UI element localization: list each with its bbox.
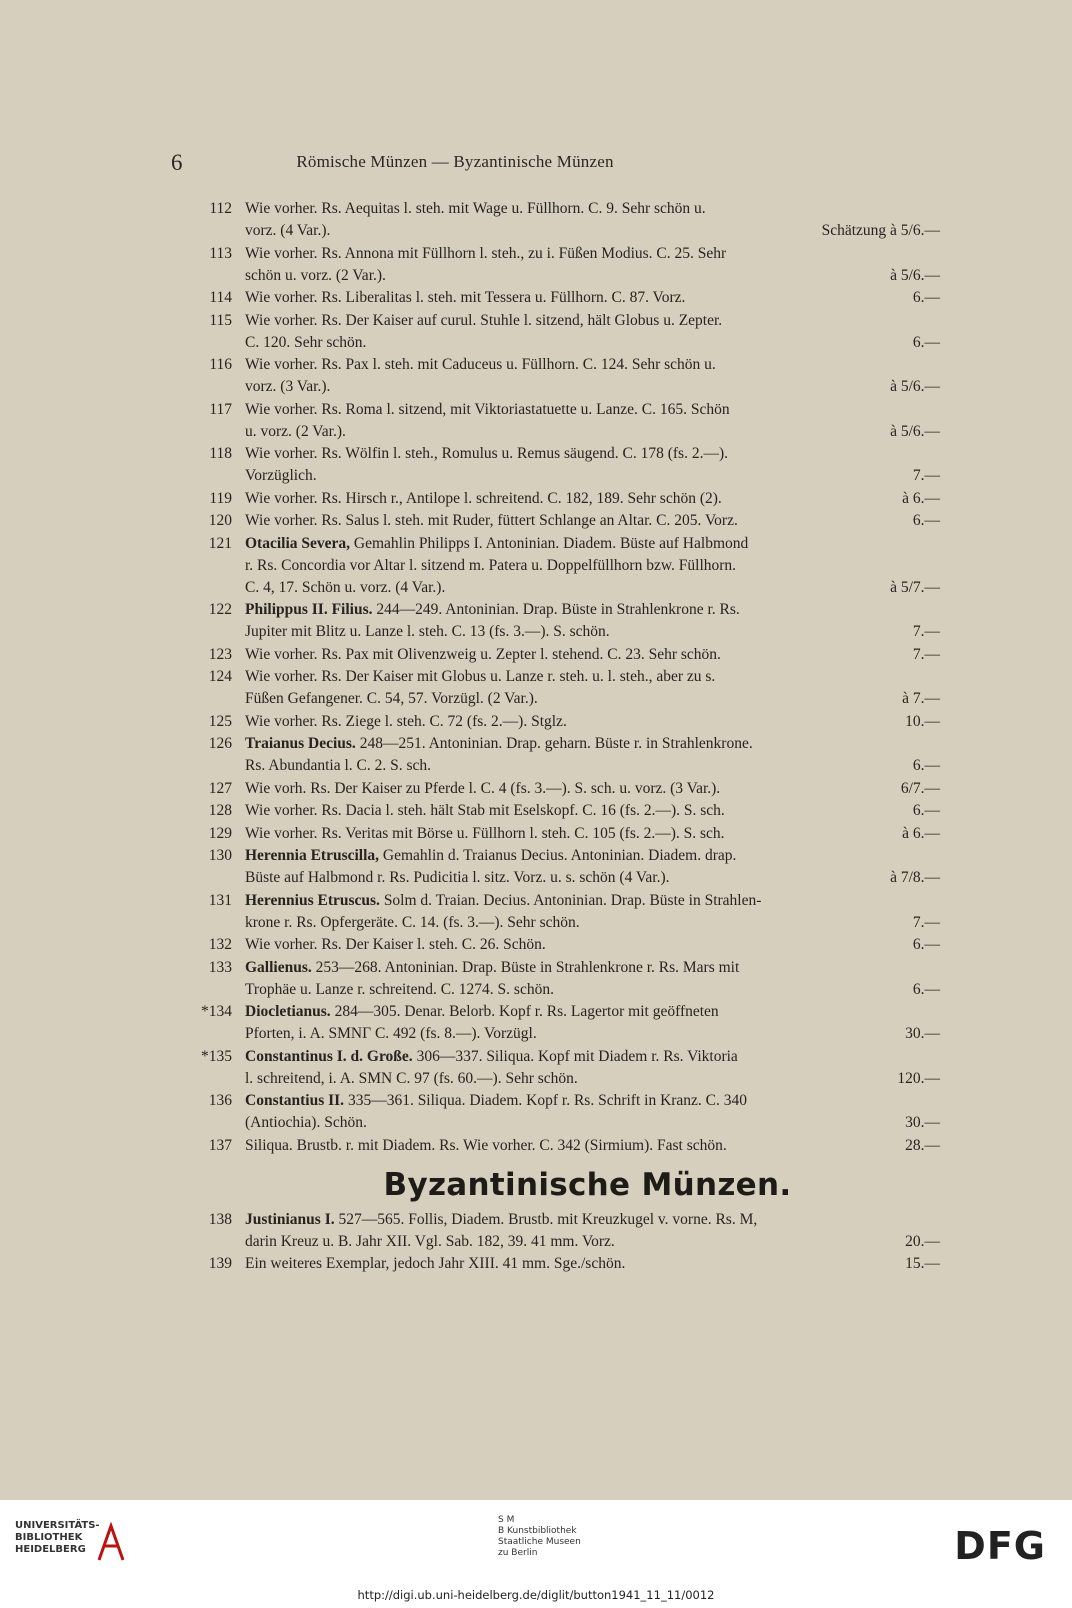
description: Trophäe u. Lanze r. schreitend. C. 1274. S. schön. <box>245 980 554 998</box>
ruler-name: Philippus II. Filius. <box>245 601 373 618</box>
price: 6/7.— <box>900 779 940 797</box>
uni-line-1: UNIVERSITÄTS- <box>15 1520 100 1531</box>
price: à 6.— <box>902 824 940 842</box>
uni-line-3: HEIDELBERG <box>15 1544 86 1555</box>
price: 7.— <box>912 467 940 484</box>
catalog-entry <box>190 778 940 800</box>
catalog-entry <box>190 957 940 1001</box>
description: Wie vorher. Rs. Ziege l. steh. C. 72 (fs. 2.—). Stglz. <box>245 712 567 730</box>
catalog-entry <box>190 934 940 956</box>
description: Rs. Abundantia l. C. 2. S. sch. <box>245 757 432 774</box>
description: C. 4, 17. Schön u. vorz. (4 Var.). <box>245 578 446 596</box>
price: 7.— <box>912 913 940 931</box>
entry-number: 116 <box>209 356 232 373</box>
description: Füßen Gefangener. C. 54, 57. Vorzügl. (2 Var.). <box>245 690 538 707</box>
description: darin Kreuz u. B. Jahr XII. Vgl. Sab. 182, 39. 41 mm. Vorz. <box>245 1232 615 1250</box>
price: 6.— <box>912 980 940 998</box>
page-header <box>165 150 745 178</box>
entry-number: 132 <box>208 936 232 953</box>
description: Wie vorher. Rs. Veritas mit Börse u. Füllhorn l. steh. C. 105 (fs. 2.—). S. sch. <box>245 824 725 842</box>
entry-text <box>245 823 940 845</box>
description: schön u. vorz. (2 Var.). <box>245 266 386 284</box>
catalog-entry <box>190 1090 940 1134</box>
entry-text <box>245 666 940 710</box>
description: Jupiter mit Blitz u. Lanze l. steh. C. 13 (fs. 3.—). S. schön. <box>245 623 610 640</box>
entry-text <box>245 890 940 934</box>
entry-number: 128 <box>208 802 232 819</box>
description: r. Rs. Concordia vor Altar l. sitzend m. Patera u. Doppelfüllhorn bzw. Füllhorn. <box>245 556 737 574</box>
entry-text <box>245 711 940 733</box>
entry-text <box>245 599 940 643</box>
catalog-entry <box>190 890 940 934</box>
description: Wie vorher. Rs. Pax l. steh. mit Caduceus u. Füllhorn. C. 124. Sehr schön u. <box>245 356 716 373</box>
description: 306—337. Siliqua. Kopf mit Diadem r. Rs. Viktoria <box>412 1047 738 1065</box>
entry-text <box>245 399 940 443</box>
description: 527—565. Follis, Diadem. Brustb. mit Kreuzkugel v. vorne. Rs. M, <box>334 1210 758 1228</box>
entry-number: 120 <box>208 512 232 529</box>
entry-text <box>245 778 940 800</box>
price: 6.— <box>912 333 940 351</box>
entry-text <box>245 488 940 510</box>
entry-text <box>245 1135 940 1157</box>
section-heading: Byzantinische Münzen. <box>383 1166 792 1203</box>
price: 20.— <box>905 1232 940 1250</box>
catalog-entry <box>190 488 940 510</box>
entry-text <box>245 1046 940 1090</box>
entry-number: 118 <box>209 445 232 462</box>
entry-number: 119 <box>209 489 232 507</box>
catalog-entry <box>190 800 940 822</box>
description: (Antiochia). Schön. <box>245 1114 367 1131</box>
price: à 5/6.— <box>890 422 940 440</box>
description: vorz. (4 Var.). <box>245 222 331 239</box>
entry-number: 124 <box>208 668 232 685</box>
description: Wie vorher. Rs. Aequitas l. steh. mit Wage u. Füllhorn. C. 9. Sehr schön u. <box>245 200 706 217</box>
catalog-entry <box>190 711 940 733</box>
price: à 5/6.— <box>890 266 940 284</box>
description: u. vorz. (2 Var.). <box>245 422 346 440</box>
entry-number: 133 <box>208 958 232 976</box>
museum-line-4: zu Berlin <box>498 1548 538 1558</box>
entry-text <box>245 1209 940 1253</box>
ruler-name: Herennia Etruscilla, <box>245 847 380 864</box>
university-logo-icon <box>95 1520 127 1564</box>
ruler-name: Justinianus I. <box>245 1210 335 1228</box>
dfg-logo: DFG <box>954 1524 1046 1568</box>
catalog-entry <box>190 644 940 666</box>
description: Wie vorher. Rs. Hirsch r., Antilope l. schreitend. C. 182, 189. Sehr schön (2). <box>245 489 722 507</box>
entry-number: 113 <box>209 244 232 262</box>
entry-number: 137 <box>208 1136 232 1154</box>
description: 284—305. Denar. Belorb. Kopf r. Rs. Lagertor mit geöffneten <box>330 1003 719 1020</box>
description: Büste auf Halbmond r. Rs. Pudicitia l. sitz. Vorz. u. s. schön (4 Var.). <box>245 869 670 886</box>
description: Wie vorher. Rs. Der Kaiser mit Globus u. Lanze r. steh. u. l. steh., aber zu s. <box>245 668 716 685</box>
catalog-entry <box>190 1135 940 1157</box>
catalog-entry <box>190 510 940 532</box>
price: 6.— <box>912 512 940 529</box>
ruler-name: Diocletianus. <box>245 1003 331 1020</box>
museum-line-1: S M <box>498 1515 515 1525</box>
catalog-entry <box>190 354 940 398</box>
description: 248—251. Antoninian. Drap. geharn. Büste r. in Strahlenkrone. <box>355 735 753 752</box>
ruler-name: Herennius Etruscus. <box>245 891 380 909</box>
description: Wie vorher. Rs. Dacia l. steh. hält Stab mit Eselskopf. C. 16 (fs. 2.—). S. sch. <box>245 802 725 819</box>
entry-number: *134 <box>201 1003 232 1020</box>
entry-text <box>245 243 940 287</box>
description: Wie vorher. Rs. Pax mit Olivenzweig u. Zepter l. stehend. C. 23. Sehr schön. <box>245 645 721 663</box>
entry-text <box>245 198 940 242</box>
entry-number: 123 <box>208 645 232 663</box>
museum-line-2: B Kunstbibliothek <box>498 1526 577 1536</box>
footer-bar <box>0 1500 1072 1608</box>
price: à 7.— <box>902 690 940 707</box>
entry-number: 139 <box>208 1255 232 1272</box>
entry-text <box>245 443 940 487</box>
entry-text <box>245 800 940 822</box>
description: Wie vorh. Rs. Der Kaiser zu Pferde l. C. 4 (fs. 3.—). S. sch. u. vorz. (3 Var.). <box>245 779 721 797</box>
entry-number: *135 <box>201 1047 232 1065</box>
museum-line-3: Staatliche Museen <box>498 1537 581 1547</box>
ruler-name: Otacilia Severa, <box>245 534 351 552</box>
catalog-entry <box>190 1253 940 1275</box>
price: 7.— <box>912 623 940 640</box>
entry-text <box>245 733 940 777</box>
catalog-entry <box>190 666 940 710</box>
catalog-entry <box>190 198 940 242</box>
price: 6.— <box>912 802 940 819</box>
entry-text <box>245 644 940 666</box>
ruler-name: Constantinus I. d. Große. <box>245 1047 413 1065</box>
description: 335—361. Siliqua. Diadem. Kopf r. Rs. Schrift in Kranz. C. 340 <box>344 1092 748 1109</box>
entry-number: 125 <box>208 712 232 730</box>
entry-text <box>245 510 940 532</box>
description: C. 120. Sehr schön. <box>245 333 367 351</box>
description: Solm d. Traian. Decius. Antoninian. Drap. Büste in Strahlen- <box>379 891 762 909</box>
catalog-entry <box>190 823 940 845</box>
entry-number: 127 <box>208 779 232 797</box>
price: 30.— <box>905 1114 940 1131</box>
description: Wie vorher. Rs. Der Kaiser auf curul. Stuhle l. sitzend, hält Globus u. Zepter. <box>245 311 723 329</box>
entry-number: 122 <box>208 601 232 618</box>
description: Gemahlin d. Traianus Decius. Antoninian. Diadem. drap. <box>379 847 737 864</box>
description: Wie vorher. Rs. Salus l. steh. mit Ruder, füttert Schlange an Altar. C. 205. Vorz. <box>245 512 738 529</box>
price: à 5/7.— <box>890 578 940 596</box>
description: Vorzüglich. <box>245 467 317 484</box>
price: 6.— <box>912 289 940 306</box>
entry-text <box>245 1001 940 1045</box>
entry-number: 129 <box>208 824 232 842</box>
catalog-entry <box>190 443 940 487</box>
description: vorz. (3 Var.). <box>245 378 331 395</box>
uni-line-2: BIBLIOTHEK <box>15 1532 83 1543</box>
catalog-entry <box>190 287 940 309</box>
ruler-name: Constantius II. <box>245 1092 345 1109</box>
description: Siliqua. Brustb. r. mit Diadem. Rs. Wie vorher. C. 342 (Sirmium). Fast schön. <box>245 1136 727 1154</box>
entry-text <box>245 845 940 889</box>
university-library-label <box>15 1520 100 1556</box>
entry-text <box>245 287 940 309</box>
museum-label <box>498 1515 581 1559</box>
description: Wie vorher. Rs. Der Kaiser l. steh. C. 26. Schön. <box>245 936 546 953</box>
description: 253—268. Antoninian. Drap. Büste in Strahlenkrone r. Rs. Mars mit <box>311 958 740 976</box>
description: Gemahlin Philipps I. Antoninian. Diadem. Büste auf Halbmond <box>350 534 749 552</box>
entry-number: 114 <box>209 289 232 306</box>
catalog-entry <box>190 310 940 354</box>
price: à 5/6.— <box>890 378 940 395</box>
entry-number: 117 <box>209 400 232 418</box>
entry-number: 115 <box>209 311 232 329</box>
entry-number: 136 <box>208 1092 232 1109</box>
entry-text <box>245 934 940 956</box>
catalog-entry <box>190 1209 940 1253</box>
catalog-entry <box>190 399 940 443</box>
running-title: Römische Münzen — Byzantinische Münzen <box>296 152 614 171</box>
entry-number: 112 <box>209 200 232 217</box>
catalog-entry <box>190 533 940 599</box>
description: Wie vorher. Rs. Wölfin l. steh., Romulus u. Remus säugend. C. 178 (fs. 2.—). <box>245 445 728 462</box>
price: à 7/8.— <box>890 869 940 886</box>
price: 30.— <box>905 1025 940 1042</box>
description: Pforten, i. A. SMNΓ C. 492 (fs. 8.—). Vorzügl. <box>245 1025 537 1042</box>
entry-number: 130 <box>208 847 232 864</box>
description: Ein weiteres Exemplar, jedoch Jahr XIII. 41 mm. Sge./schön. <box>245 1255 626 1272</box>
price: 10.— <box>905 712 940 730</box>
description: Wie vorher. Rs. Liberalitas l. steh. mit Tessera u. Füllhorn. C. 87. Vorz. <box>245 289 686 306</box>
description: Wie vorher. Rs. Annona mit Füllhorn l. steh., zu i. Füßen Modius. C. 25. Sehr <box>245 244 727 262</box>
entry-text <box>245 1090 940 1134</box>
price: Schätzung à 5/6.— <box>821 222 940 239</box>
entry-text <box>245 1253 940 1275</box>
description: Wie vorher. Rs. Roma l. sitzend, mit Viktoriastatuette u. Lanze. C. 165. Schön <box>245 400 730 418</box>
price: à 6.— <box>902 489 940 507</box>
entry-text <box>245 533 940 599</box>
ruler-name: Traianus Decius. <box>245 735 356 752</box>
entry-number: 121 <box>208 534 232 552</box>
catalog-entries <box>190 198 940 1276</box>
entry-number: 131 <box>208 891 232 909</box>
price: 6.— <box>912 757 940 774</box>
price: 15.— <box>905 1255 940 1272</box>
catalog-entry <box>190 733 940 777</box>
entry-text <box>245 354 940 398</box>
entry-number: 138 <box>208 1210 232 1228</box>
price: 120.— <box>897 1069 940 1087</box>
ruler-name: Gallienus. <box>245 958 312 976</box>
entry-text <box>245 957 940 1001</box>
description: krone r. Rs. Opfergeräte. C. 14. (fs. 3.—). Sehr schön. <box>245 913 580 931</box>
catalog-entry <box>190 599 940 643</box>
catalog-entry <box>190 1046 940 1090</box>
catalog-entry <box>190 845 940 889</box>
price: 6.— <box>912 936 940 953</box>
catalog-entry <box>190 243 940 287</box>
page-number: 6 <box>171 150 183 175</box>
entry-number: 126 <box>208 735 232 752</box>
price: 28.— <box>905 1136 940 1154</box>
description: 244—249. Antoninian. Drap. Büste in Strahlenkrone r. Rs. <box>372 601 740 618</box>
catalog-entry <box>190 1001 940 1045</box>
entry-text <box>245 310 940 354</box>
source-url[interactable]: http://digi.ub.uni-heidelberg.de/diglit/button1941_11_11/0012 <box>357 1588 715 1602</box>
description: l. schreitend, i. A. SMN C. 97 (fs. 60.—). Sehr schön. <box>245 1069 578 1087</box>
price: 7.— <box>912 645 940 663</box>
